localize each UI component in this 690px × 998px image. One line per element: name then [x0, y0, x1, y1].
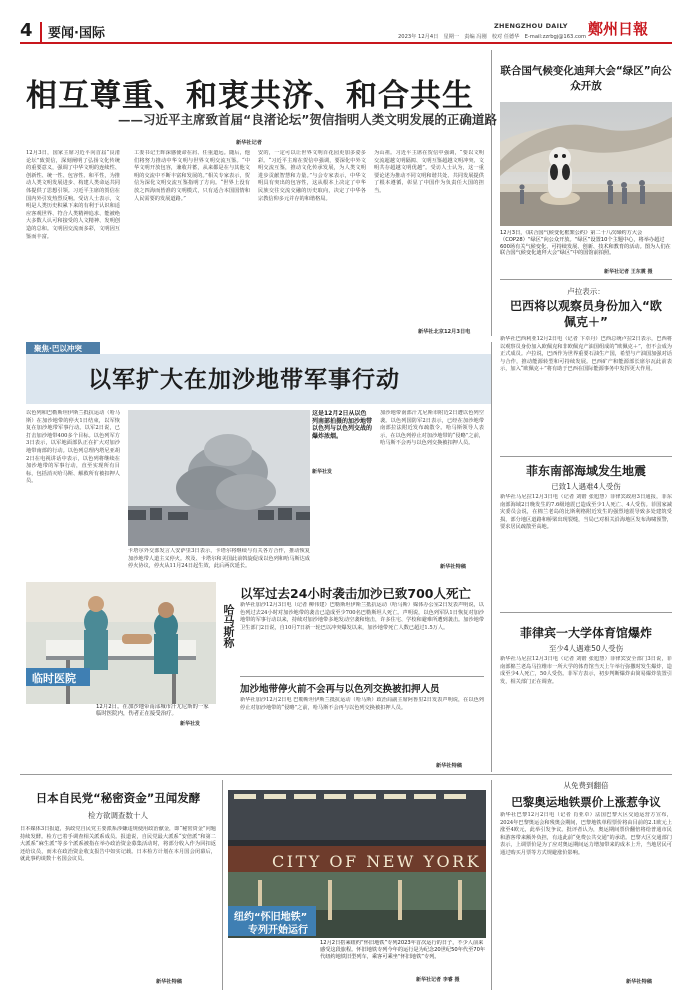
feature-label: 聚焦·巴以冲突: [34, 344, 82, 353]
hospital-label: 临时医院: [32, 672, 76, 685]
climate-photo-graphic: [500, 102, 672, 226]
explosion-credit: 新华社发: [312, 469, 333, 475]
gaza-stats-body: 新华社加沙12月3日电（记者 柳伟建）巴勒斯坦伊斯兰抵抗运动（哈马斯）媒体办公室2日发表声明说，以色列过去24小时对加沙地带的袭击已造成至少700名巴勒斯坦人死亡。声明说，以色列军队1日恢复对加沙地带的军事行动以来，持续对加沙地带多地发动空袭和炮击，许多住宅、学校和避难所遭到袭击。加沙地带卫生部门2日说，自10月7日新一轮巴以冲突爆发以来，加沙地带死亡人数已超过1.5万人。: [240, 602, 484, 631]
section-name: 要闻·国际: [48, 26, 105, 41]
explosion-caption-box: [312, 410, 372, 476]
japan-subtitle: 检方欲调查数十人: [88, 811, 148, 820]
gaza-stats-credit: 新华社特稿: [436, 763, 462, 769]
date-info: 2023年 12月4日 星期一 责编 冯刚 校对 任德华 E-mail:zzrbgj@163.com: [398, 34, 587, 40]
subway-label-line1: 纽约“怀旧地铁”: [234, 912, 308, 923]
feature-title: 以军扩大在加沙地带军事行动: [88, 367, 400, 393]
paris-title: 巴黎奥运地铁票价上涨惹争议: [511, 795, 661, 809]
lead-column-4: 为山祖。习近平主席在贺信中强调，“要以文明交流超越文明隔阂、文明互鉴超越文明冲突、文明共存超越文明优越”。受访人士认为，这一重要论述为推动不同文明和谐共处、共同发展提供了根本遵循，彰显了中国作为负责任大国的担当。: [374, 150, 484, 194]
feature-right-text: 加沙地带南部汗尤尼斯市附近2日遭以色列空袭。以色列国防军2日表示，已经在加沙地带南部拉法附近发布疏散令。哈马斯领导人表示，在以色列停止对加沙地带的“侵略”之前，哈马斯不会再与以色列交换被扣押人员。: [380, 410, 484, 447]
hospital-credit: 新华社发: [180, 721, 201, 727]
feature-left-text: 以色列和巴勒斯坦伊斯兰抵抗运动（哈马斯）在加沙地带的停火1日结束，以军恢复在加沙地带军事行动。以军2日说，已打击加沙地带400多个目标。以色列军方3日表示，以军地面部队正在扩大对加沙地带南部的行动。以色列总理内塔尼亚胡2日在电视讲话中表示，以色列将继续在加沙地带的军事行动，直至实现所有目标，包括消灭哈马斯、解救所有被扣押人员。: [26, 410, 120, 485]
feature-credit: 新华社特稿: [440, 564, 466, 570]
masthead: [0, 0, 690, 44]
hamas-vertical-label: [220, 604, 236, 694]
explosion-caption: 这是12月2日从以色列南部拍摄的加沙地带以色列与以色列交战的爆炸浓烟。: [312, 410, 372, 440]
lead-column-3: 安的，一定可以让世界文明百花园更加多姿多彩。“习近平主席在贺信中强调，要深化中外文明交流互鉴，推动文化传承发展，为人类文明进步贡献智慧和力量。”与会专家表示，中华文明具有突出的包容性，这从根本上决定了中华民族交往交流交融的历史取向，决定了中华各宗教信仰多元并存的和谐格局。: [258, 150, 366, 202]
quake-title: 菲东南部海域发生地震: [525, 464, 646, 478]
subway-label-line2: 专列开始运行: [248, 925, 308, 936]
masthead-rule: [20, 42, 672, 44]
feature-bottom-text: 卡塔尔外交部发言人安萨里3日表示，卡塔尔将继续与有关各方合作，推动恢复加沙地带人道主义停火。埃及、卡塔尔和美国此前斡旋促成以色列和哈马斯达成停火协议，停火从11月24日起生效，此后两次延长。: [128, 548, 310, 570]
page-number-divider: [40, 22, 42, 42]
gaza-sub-rule: [240, 676, 484, 677]
lead-column-2: 工委书记王晖深感使命在肩、任重道远。随后，他们将努力推动中华文明与世界文明交流互鉴。“中华文明开放包容，兼收并蓄，从来都是在与其他文明的交流中不断丰富和发展的。”相关专家表示，贺信为深化文明交流互鉴指明了方向。“世界上没有放之四海而皆准的文明模式，只有适合本国国情和人民需要的发展道路。”: [134, 150, 250, 202]
lead-column-1: 12月3日，国家主席习近平向首届“良渚论坛”致贺信，深刻阐明了弘扬文化传统的重要意义，强调了中华文明的连续性、创新性、统一性、包容性、和平性，为推动人类文明发展进步、构建人类命运共同体提供了思想引领。习近平主席的贺信在国内外引发热烈反响。受访人士表示，文明是人类历史积累下来的有利于认识和适应客观世界、符合人类精神追求、能被绝大多数人认可和接受的人文精神、发明创造的总和。文明因交流而多彩，文明因互鉴而丰富。: [26, 150, 120, 240]
japan-body: 日本媒体3日报道，执政党自民党主要派系涉嫌违规使用政治献金，即“秘密资金”问题持续发酵。检方已着手调查相关派系成员。报道说，自民党最大派系“安倍派”和第二大派系“麻生派”等多个派系被指在举办政治资金募集活动时，将部分收入作为回扣返还给议员，而未在政治资金收支报告中如实记载。日本检方计划在本月国会闭幕后，就此事约谈数十名国会议员。: [20, 826, 216, 863]
japan-credit: 新华社特稿: [156, 979, 182, 985]
subway-credit: 新华社记者 李睿 摄: [416, 977, 460, 983]
explosion-photo-graphic: [128, 410, 310, 546]
paper-pinyin: ZHENGZHOU DAILY: [494, 22, 568, 30]
hospital-caption: 12月2日，在加沙地带南部城市汗尤尼斯的一家临时医院内，伤者正在接受治疗。: [96, 704, 209, 718]
quake-subtitle: 已致1人遇难4人受伤: [551, 482, 621, 491]
lead-title: 相互尊重、和衷共济、和合共生: [26, 78, 474, 114]
subway-caption: 12月2日搭乘纽约“怀旧地铁”专列2023年首次运行的日子，不少人前来感受这段旅程。怀旧地铁专列今年的运行是为纪念20世纪50年代至70年代纽约地铁旧型列车，乘客可乘坐“怀旧地铁”专列。: [320, 940, 486, 960]
climate-photo: [500, 102, 672, 226]
climate-title: 联合国气候变化迪拜大会“绿区”向公众开放: [500, 65, 672, 92]
gaza-sub-title: 加沙地带停火前不会再与以色列交换被扣押人员: [240, 684, 440, 695]
paris-credit: 新华社特稿: [626, 979, 652, 985]
page-number: 4: [20, 20, 33, 41]
paper-name: 鄭州日報: [588, 20, 649, 38]
brazil-top-rule: [500, 279, 672, 280]
bottom-left-divider: [222, 780, 223, 990]
paris-kicker: 从免费到翻倍: [563, 781, 609, 790]
brazil-body: 新华社巴西利亚12月2日电（记者 卞卓丹）巴西总统卢拉2日表示，巴西将以观察员身份加入欧佩克和非欧佩克产油国组成的“欧佩克＋”，但不会成为正式成员。卢拉说，巴西作为世界重要石油生产国，希望与产油国加强对话与合作，推动能源转型和可持续发展。巴西矿产和能源部长席尔瓦此前表示，加入“欧佩克＋”将有助于巴西在国际能源事务中发挥更大作用。: [500, 336, 672, 373]
lead-subtitle: ——习近平主席致首届“良渚论坛”贺信指明人类文明发展的正确道路: [118, 112, 497, 127]
brazil-title: 巴西将以观察员身份加入“欧佩克＋”: [510, 299, 662, 329]
paris-body: 新华社巴黎12月2日电（记者 肖亚卓）法国巴黎大区交通运营方宣布，2024年巴黎奥运会和残奥会期间，巴黎地铁单程票价将由目前的2.1欧元上涨至4欧元，此举引发争议。批评者认为，奥运期间票价翻倍将给普通市民和游客带来额外负担，有违此前“免费公共交通”的承诺。巴黎大区交通部门表示，上调票价是为了应对奥运期间运力增加带来的成本上升，当地居民可通过购买月票等方式规避涨价影响。: [500, 812, 672, 856]
hamas-label: 哈马斯称: [222, 604, 235, 648]
lead-credit: 新华社北京12月3日电: [418, 329, 471, 335]
climate-caption: 12月3日，《联合国气候变化框架公约》第二十八次缔约方大会（COP28）“绿区”向公众开放。“绿区”设置10个主题中心，将举办超过600场有关气候变化、可持续发展、创新、技术和教育的活动。图为人们在联合国气候变化迪拜大会“绿区”中的国馆前拍照。: [500, 230, 671, 257]
climate-credit: 新华社记者 王东震 摄: [604, 269, 653, 275]
bottom-row-rule: [20, 774, 672, 775]
lead-byline: 新华社记者: [236, 140, 262, 146]
subway-sign-text: CITY OF NEW YORK: [272, 852, 482, 871]
quake-top-rule: [500, 456, 672, 457]
bottom-right-divider: [491, 780, 492, 990]
lead-right-divider: [491, 50, 492, 336]
blast-title: 菲律宾一大学体育馆爆炸: [519, 626, 652, 640]
blast-top-rule: [500, 612, 672, 613]
feature-right-divider: [491, 342, 492, 772]
blast-subtitle: 至少4人遇难50人受伤: [548, 644, 624, 653]
japan-title: 日本自民党“秘密资金”丑闻发酵: [35, 791, 201, 805]
gaza-stats-title: 以军过去24小时袭击加沙已致700人死亡: [240, 586, 471, 601]
brazil-kicker: 卢拉表示：: [567, 287, 605, 296]
quake-body: 新华社马尼拉12月3日电（记者 刘锴 张旭慧）菲律宾政府3日通报，菲东南部海域2日晚发生的7.6级地震已造成至少1人死亡、4人受伤。菲国家减灾委员会说，在棉兰老岛的比斯利格附近发生的强烈地震导致多处建筑受损，部分地区道路和桥梁出现裂缝，当局已对相关沿海地区发布海啸预警，要求居民疏散至高地。: [500, 494, 672, 531]
feature-explosion-photo: [128, 410, 310, 546]
gaza-sub-body: 新华社加沙12月2日电 巴勒斯坦伊斯兰抵抗运动（哈马斯）政治局副主席阿鲁里2日发表声明说，在以色列停止对加沙地带的“侵略”之前，哈马斯不会再与以色列交换被扣押人员。: [240, 697, 484, 711]
blast-body: 新华社马尼拉12月3日电（记者 刘锴 张旭慧）菲律宾安全部门3日说，菲南部棉兰老岛马拉维市一所大学的体育馆当天上午举行弥撒时发生爆炸，造成至少4人死亡，50人受伤。菲军方表示，初步判断爆炸由简易爆炸装置引发，相关部门正在调查。: [500, 656, 672, 685]
